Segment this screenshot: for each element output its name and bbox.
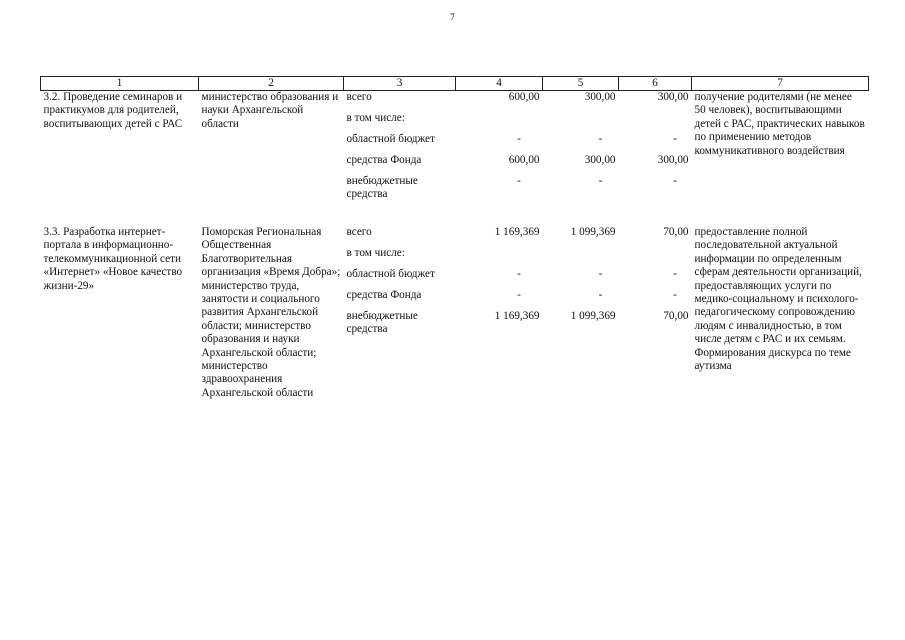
activity-name: 3.3. Разработка интернет-портала в информационно-телекоммуникационной сети «Интернет» «Новое качество жизни-29» — [43, 226, 183, 292]
amount — [546, 247, 616, 268]
column-header: 4 — [456, 77, 543, 91]
program-table — [40, 76, 869, 400]
amount — [459, 247, 540, 268]
amount: - — [598, 175, 603, 187]
amount: - — [673, 175, 677, 187]
column-header: 5 — [543, 77, 619, 91]
column-number-row — [41, 77, 869, 91]
table-row — [41, 91, 869, 209]
amount: 300,00 — [657, 91, 689, 103]
amount: - — [598, 268, 603, 280]
executor: министерство образования и науки Архангельской области — [201, 91, 339, 130]
funding-sources — [344, 91, 456, 209]
amount: 70,00 — [663, 310, 689, 322]
amount-col4 — [456, 226, 543, 400]
executor: Поморская Региональная Общественная Благотворительная организация «Время Добра»; министерство труда, занятости и социального развития Архангельской области; министерство образования и науки Архангельской области; министерство здравоохранения Архангельской области — [201, 226, 341, 399]
amount: - — [517, 175, 521, 187]
amount: - — [598, 289, 603, 301]
amount: 1 169,369 — [494, 310, 540, 322]
source-name: областной бюджет — [346, 268, 435, 280]
amount: 300,00 — [584, 91, 616, 103]
expected-result: получение родителями (не менее 50 человек), воспитывающими детей с РАС, практических навыков по применению методов коммуникативного воздействия — [694, 91, 865, 157]
amount: 600,00 — [508, 154, 540, 166]
amount: - — [517, 133, 521, 145]
amount: - — [673, 268, 677, 280]
source-name: всего — [346, 226, 372, 238]
amount-col5 — [543, 226, 619, 400]
amount: 600,00 — [508, 91, 540, 103]
column-header: 6 — [619, 77, 692, 91]
funding-sources — [344, 226, 456, 400]
amount: - — [517, 289, 521, 301]
amount — [546, 112, 616, 133]
source-name: в том числе: — [346, 247, 405, 259]
amount-col6 — [619, 91, 692, 209]
source-name: всего — [346, 91, 372, 103]
amount: - — [673, 133, 677, 145]
amount — [622, 247, 689, 268]
column-header: 3 — [344, 77, 456, 91]
source-name: областной бюджет — [346, 133, 435, 145]
expected-result: предоставление полной последовательной актуальной информации по определенным сферам деятельности организаций, предоставляющих услуги по медико-социальному и психолого-педагогическому сопровождению людям с инвалидностью, в том числе детям с РАС и их семьям. Формирования дискурса по теме аутизма — [694, 226, 862, 373]
amount: - — [673, 289, 677, 301]
amount — [459, 112, 540, 133]
amount: 70,00 — [663, 226, 689, 238]
amount-col4 — [456, 91, 543, 209]
amount: - — [598, 133, 603, 145]
amount: 300,00 — [584, 154, 616, 166]
source-name: средства Фонда — [346, 289, 422, 301]
activity-name: 3.2. Проведение семинаров и практикумов для родителей, воспитывающих детей с РАС — [43, 91, 183, 130]
amount: - — [517, 268, 521, 280]
amount-col6 — [619, 226, 692, 400]
column-header: 2 — [199, 77, 344, 91]
source-name: в том числе: — [346, 112, 405, 124]
amount: 1 169,369 — [494, 226, 540, 238]
source-name: средства Фонда — [346, 154, 422, 166]
column-header: 7 — [692, 77, 869, 91]
page-number: 7 — [450, 12, 455, 22]
amount: 1 099,369 — [570, 226, 616, 238]
table-row — [41, 226, 869, 400]
amount: 300,00 — [657, 154, 689, 166]
source-name: внебюджетные средства — [346, 175, 418, 201]
amount-col5 — [543, 91, 619, 209]
amount: 1 099,369 — [570, 310, 616, 322]
source-name: внебюджетные средства — [346, 310, 418, 336]
column-header: 1 — [41, 77, 199, 91]
amount — [622, 112, 689, 133]
